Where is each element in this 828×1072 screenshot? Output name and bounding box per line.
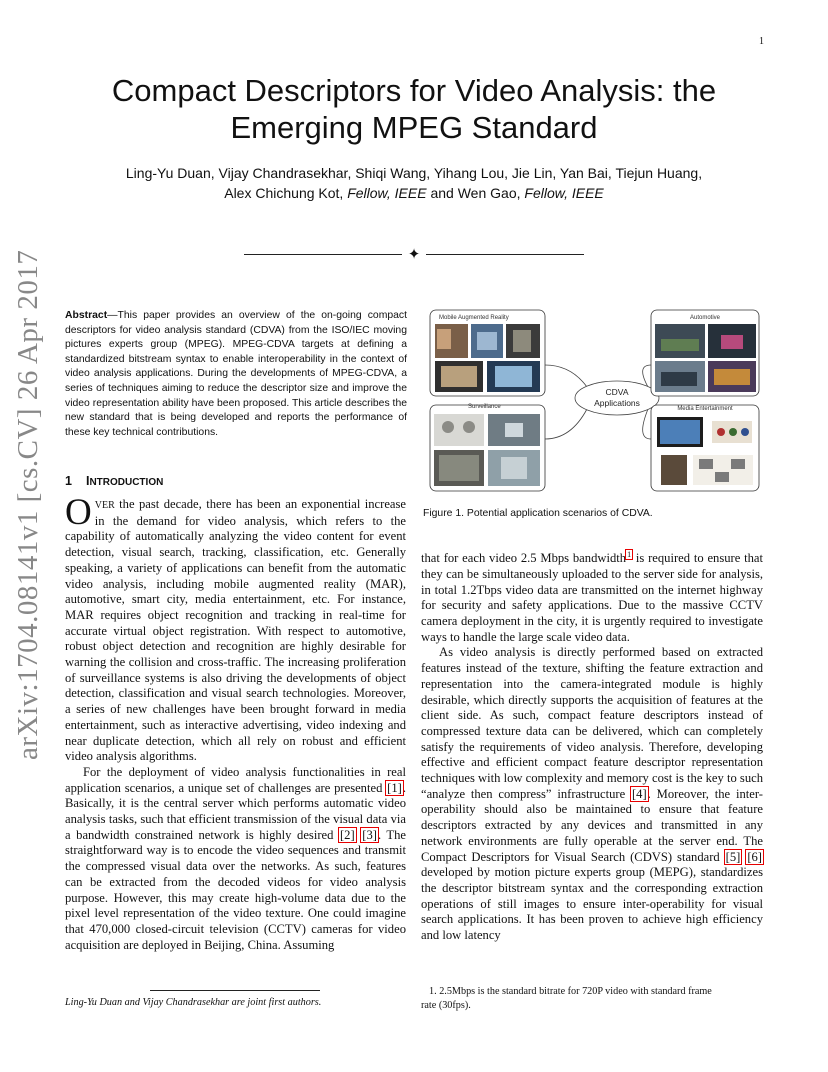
surveillance-photo-3-detail [439, 455, 479, 481]
divider-star-icon: ✦ [407, 247, 421, 263]
footnote-1-line-1: 1. 2.5Mbps is the standard bitrate for 720P video with standard frame [429, 986, 712, 997]
intro-paragraph-2 [65, 765, 406, 953]
media-network-node-3 [715, 472, 729, 482]
label-surveillance: Surveillance [468, 404, 501, 410]
media-photo-3 [661, 455, 687, 485]
mar-photo-2-detail [477, 332, 497, 350]
intro-paragraph-1-text: the past decade, there has been an exponential increase in the demand for video analysis, which refers to the capability of automatically analyzing the video content for event detection, visual search, tracking, classification, etc. Generally speaking, a variety of applications can benefit from the automatic video analysis, including mobile augmented reality (MAR), automotive, smart city, media entertainment, etc. For instance, MAR requires object recognition and tracking in real-time for accurate virtual object registration. With respect to automotive, robust object detection and recognition are highly desirable for warning the collision and cross-traffic. The increasing proliferation of surveillance systems is also driving the developments of object detection, classification and visual search technologies. Moreover, a series of new challenges have been brought forward in media entertainment, such as interactive advertising, video indexing and near duplicate detection, which all rely on robust and efficient video analysis algorithms. [65, 497, 406, 764]
media-tv-screen [660, 420, 700, 444]
joint-first-authors-note: Ling-Yu Duan and Vijay Chandrasekhar are joint first authors. [65, 997, 322, 1008]
auto-photo-3-detail [661, 372, 697, 386]
drop-cap: O [65, 492, 92, 533]
auto-photo-1-detail [661, 339, 699, 351]
divider-line-left [244, 254, 402, 255]
surveillance-photo-1-detail [442, 421, 454, 433]
citation-link-5[interactable]: [5] [725, 849, 741, 864]
figure-caption: Figure 1. Potential application scenarios of CDVA. [423, 508, 653, 519]
section-number: 1 [65, 474, 72, 488]
section-heading-introduction [65, 474, 163, 488]
paragraph-text: . The straightforward way is to encode the video sequences and transmit the compressed visual data over the networks. As such, features can be extracted from the decoded videos for video analysis purpose. However, this may create high-volume data due to the pixel level representation of the video texture. One could imagine that 470,000 closed-circuit television (CCTV) cameras for video acquisition are deployed in Beijing, China. Assuming [65, 827, 407, 952]
section-title-first-letter: I [85, 474, 90, 488]
cdva-center-label-2: Applications [594, 398, 640, 408]
paper-title [60, 72, 768, 146]
author-kot: Alex Chichung Kot, [224, 185, 348, 201]
footnote-1 [421, 985, 763, 1013]
cdva-center-label-1: CDVA [605, 387, 629, 397]
paragraph-text: As video analysis is directly performed based on extracted features instead of the texture, shifting the feature extraction and representation into the camera-integrated module is highly desirable, which directly supports the acquisition of features at the client side. As such, compact feature descriptors instead of compressed texture data can be delivered, which can completely satisfy the requirements of video analysis. Therefore, developing effective and efficient compact feature descriptor representation techniques with low complexity and memory cost is the key to such “analyze then compress” infrastructure [421, 645, 763, 801]
media-network-node-1 [699, 459, 713, 469]
surveillance-photo-1-detail-2 [463, 421, 475, 433]
paragraph-text: that for each video 2.5 Mbps bandwidth [421, 551, 627, 566]
abstract-label: Abstract [65, 310, 108, 321]
arxiv-identifier-stamp[interactable]: arXiv:1704.08141v1 [cs.CV] 26 Apr 2017 [12, 249, 44, 760]
fellow-label-2: Fellow, IEEE [524, 185, 604, 201]
right-paragraph-1 [421, 547, 763, 645]
citation-link-6[interactable]: [6] [747, 849, 762, 864]
footnote-1-line-2: rate (30fps). [421, 1000, 471, 1011]
paragraph-text: is required to ensure that they can be simultaneously uploaded to the server side for analysis, in total 1.2Tbps video data are transmitted on the internet highway for security and safety applications. Due to the massive CCTV camera deployment in the city, it is urgently required to investigate ways to handle the large scale video data. [421, 551, 763, 644]
mar-photo-1-detail [437, 329, 451, 349]
paragraph-text: . Basically, it is the central server which performs automatic video analysis tasks, such that efficient transmission of the visual data via a bandwidth constrained network is highly desired [65, 780, 406, 842]
left-column-body [65, 492, 407, 953]
media-product-3 [741, 428, 749, 436]
figure-cdva-applications [421, 309, 763, 495]
connector-surveillance [545, 409, 587, 439]
citation-link-2[interactable]: [2] [339, 827, 355, 842]
citation-link-3[interactable]: [3] [362, 827, 377, 842]
intro-smallcaps-word: VER [94, 500, 115, 511]
label-mobile-augmented-reality: Mobile Augmented Reality [439, 315, 509, 321]
mar-photo-3-detail [513, 330, 531, 352]
authors-line-2 [60, 183, 768, 203]
media-product-1 [717, 428, 725, 436]
surveillance-photo-1 [434, 414, 484, 446]
auto-photo-4-detail [714, 369, 750, 385]
section-title-rest: NTRODUCTION [89, 477, 164, 488]
page-number: 1 [759, 36, 764, 47]
fellow-label-1: Fellow, IEEE [347, 185, 427, 201]
mar-photo-4-detail [441, 366, 477, 387]
citation-link-1[interactable]: [1] [387, 780, 402, 795]
label-automotive: Automotive [689, 315, 721, 321]
surveillance-photo-2-detail [505, 423, 523, 437]
title-line-1: Compact Descriptors for Video Analysis: the [111, 73, 717, 108]
surveillance-photo-4-detail [501, 457, 527, 479]
right-column-body [421, 547, 763, 944]
divider-line-right [426, 254, 584, 255]
connector-automotive [643, 365, 651, 387]
media-network-node-2 [731, 459, 745, 469]
footnote-marker-1[interactable]: 1 [627, 550, 632, 559]
author-list [60, 163, 768, 203]
citation-link-4[interactable]: [4] [631, 786, 647, 801]
mar-photo-5-detail [495, 366, 532, 387]
paragraph-text: For the deployment of video analysis functionalities in real application scenarios, a unique set of challenges are presented [65, 764, 406, 795]
abstract-text: —This paper provides an overview of the on-going compact descriptors for video analysis standard (CDVA) from the ISO/IEC moving pictures experts group (MPEG). MPEG-CDVA targets at defining a standardized bitstream syntax to enable interoperability in the context of video analysis applications. During the developments of MPEG-CDVA, a series of techniques aiming to reduce the descriptor size and improve the video representation ability have been proposed. This article describes the new standard that is being developed and reports the performance of these key technical contributions. [65, 310, 407, 438]
title-line-2: Emerging MPEG Standard [230, 110, 598, 145]
paragraph-text: . Moreover, the inter-operability should also be maintained to ensure that feature descriptors extracted by any devices and transmitted in any network environments are fully operable at the server end. The Compact Descriptors for Visual Search (CDVS) standard [421, 786, 763, 864]
label-media-entertainment: Media Entertainment [677, 406, 733, 412]
paragraph-text: developed by motion picture experts group (MEPG), standardizes the descriptor bitstream syntax and the corresponding extraction operations of still images to ensure inter-operability for visual search applications. It has been proven to achieve high efficiency and low latency [421, 865, 763, 943]
media-product-2 [729, 428, 737, 436]
authors-line-1: Ling-Yu Duan, Vijay Chandrasekhar, Shiqi Wang, Yihang Lou, Jie Lin, Yan Bai, Tiejun Huang, [125, 165, 703, 181]
connector-mar [545, 365, 587, 387]
right-paragraph-2 [421, 645, 763, 943]
footnote-rule [150, 990, 320, 991]
auto-photo-2-detail [721, 335, 743, 349]
intro-paragraph-1 [65, 492, 406, 765]
abstract [65, 309, 407, 440]
connector-media [643, 409, 651, 439]
title-divider [244, 246, 584, 262]
author-gao: and Wen Gao, [426, 185, 525, 201]
